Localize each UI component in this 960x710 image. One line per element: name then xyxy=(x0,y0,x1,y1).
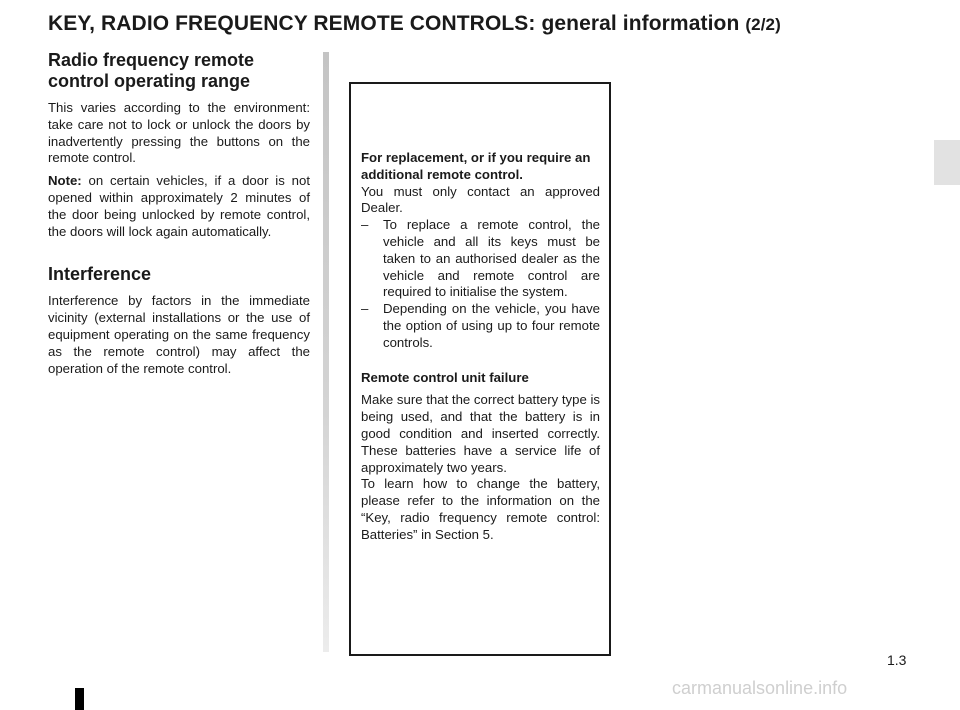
list-item-text: To replace a remote control, the vehicle and all its keys must be taken to an authorised dealer as the vehicle and remote control are required to initialise the system. xyxy=(383,217,600,300)
section-heading-interference: Interference xyxy=(48,264,152,285)
failure-paragraph: Make sure that the correct battery type is being used, and that the battery is in good condition and inserted correctly. These batteries have a service life of approximately two years. xyxy=(361,392,600,475)
chapter-tab-marker xyxy=(934,140,960,185)
print-corner-mark xyxy=(75,688,84,710)
note-box-bullet-list xyxy=(361,217,600,351)
note-paragraph xyxy=(48,173,310,240)
dash-marker: – xyxy=(361,301,369,317)
left-column xyxy=(48,50,310,383)
failure-heading: Remote control unit failure xyxy=(361,369,529,385)
list-item xyxy=(361,301,600,351)
note-box xyxy=(349,82,611,656)
battery-reference-paragraph: To learn how to change the battery, please refer to the information on the “Key, radio frequency remote control: Batteries” in Section 5. xyxy=(361,476,600,542)
note-box-intro-text: You must only contact an approved Dealer. xyxy=(361,183,600,216)
list-item xyxy=(361,217,600,301)
list-item-text: Depending on the vehicle, you have the option of using up to four remote controls. xyxy=(383,301,600,350)
page-title-text: KEY, RADIO FREQUENCY REMOTE CONTROLS: general information xyxy=(48,12,740,35)
page-number: 1.3 xyxy=(887,652,907,668)
note-box-intro-bold: For replacement, or if you require an additional remote control. xyxy=(361,150,591,182)
operating-range-paragraph: This varies according to the environment: take care not to lock or unlock the doors by inadvertently pressing the buttons on the remote control. xyxy=(48,100,310,166)
note-label: Note: xyxy=(48,173,82,189)
page-title-part: (2/2) xyxy=(745,15,781,34)
interference-paragraph: Interference by factors in the immediate vicinity (external installations or the use of equipment operating on the same frequency as the remote control) may affect the operation of the remote control. xyxy=(48,293,310,376)
dash-marker: – xyxy=(361,217,369,233)
section-heading-operating-range: Radio frequency remote control operating range xyxy=(48,50,255,91)
note-text: on certain vehicles, if a door is not opened within approximately 2 minutes of the door being unlocked by remote control, the doors will lock again automatically. xyxy=(48,173,310,239)
column-divider xyxy=(323,52,329,652)
watermark: carmanualsonline.info xyxy=(672,678,848,698)
page-title xyxy=(48,12,781,36)
